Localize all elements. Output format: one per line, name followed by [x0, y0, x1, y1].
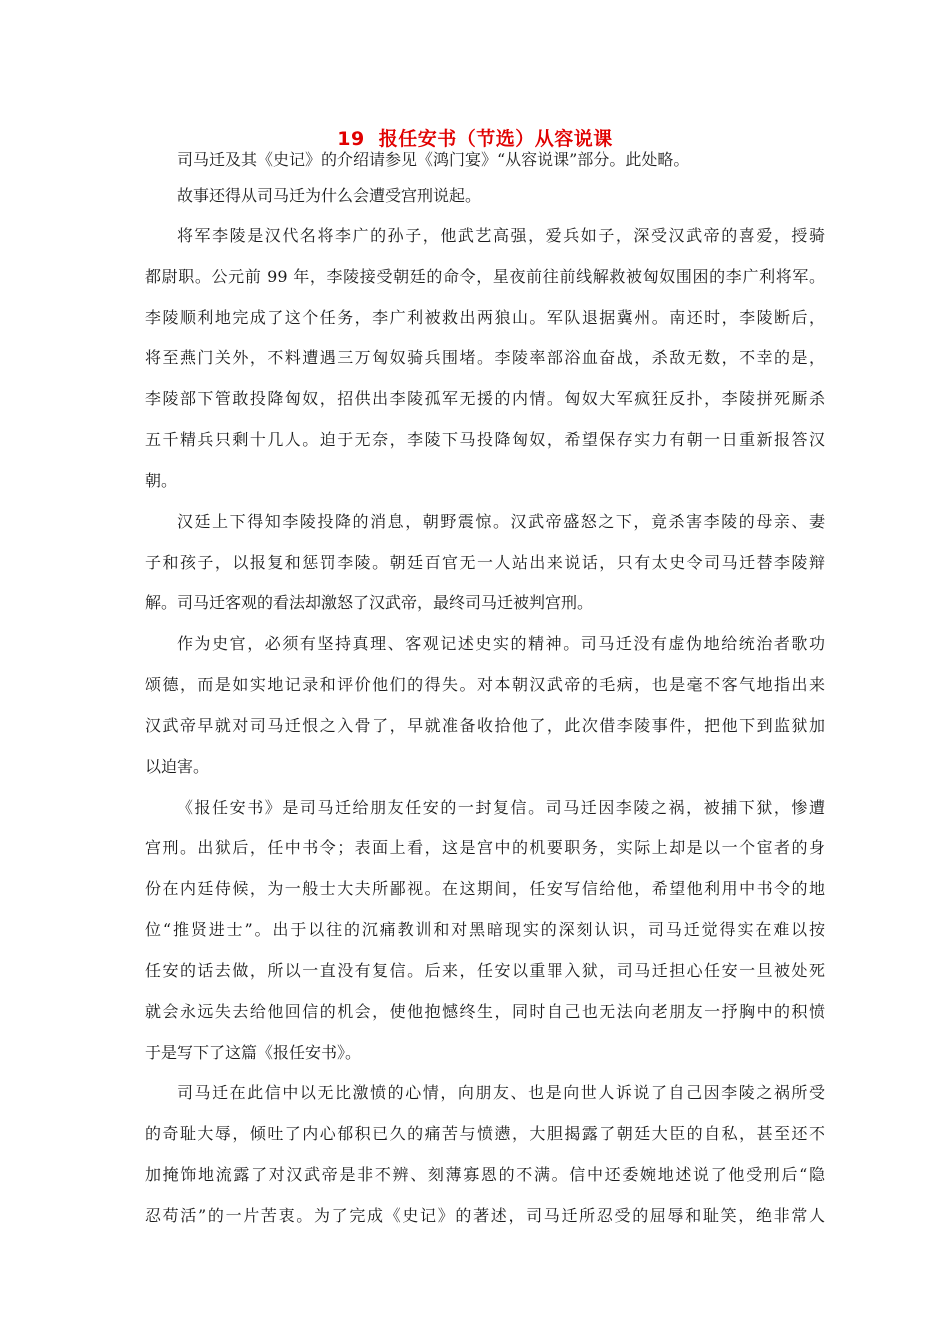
paragraph-line: 五千精兵只剩十几人。迫于无奈，李陵下马投降匈奴，希望保存实力有朝一日重新报答汉: [145, 430, 825, 449]
paragraph-line: 任安的话去做，所以一直没有复信。后来，任安以重罪入狱，司马迁担心任安一旦被处死: [145, 961, 825, 980]
paragraph-line: 故事还得从司马迁为什么会遭受宫刑说起。: [177, 186, 482, 205]
paragraph-line: 司马迁在此信中以无比激愤的心情，向朋友、也是向世人诉说了自己因李陵之祸所受: [177, 1083, 825, 1102]
paragraph-line: 李陵部下管敢投降匈奴，招供出李陵孤军无援的内情。匈奴大军疯狂反扑，李陵拼死厮杀: [145, 389, 825, 408]
paragraph-line: 汉廷上下得知李陵投降的消息，朝野震惊。汉武帝盛怒之下，竟杀害李陵的母亲、妻: [177, 512, 825, 531]
lesson-number: 19: [337, 128, 365, 150]
paragraph-line: 位“推贤进士”。出于以往的沉痛教训和对黑暗现实的深刻认识，司马迁觉得实在难以按: [145, 920, 825, 939]
paragraph-line: 都尉职。公元前 99 年，李陵接受朝廷的命令，星夜前往前线解救被匈奴围困的李广利将军。: [145, 267, 825, 286]
paragraph-line: 将至燕门关外，不料遭遇三万匈奴骑兵围堵。李陵率部浴血奋战，杀敌无数，不幸的是，: [145, 348, 825, 367]
paragraph-line: 将军李陵是汉代名将李广的孙子，他武艺高强，爱兵如子，深受汉武帝的喜爱，授骑: [177, 226, 825, 245]
paragraph-line: 于是写下了这篇《报任安书》。: [145, 1043, 362, 1062]
paragraph-line: 加掩饰地流露了对汉武帝是非不辨、刻薄寡恩的不满。信中还委婉地述说了他受刑后“隐: [145, 1165, 825, 1184]
paragraph-line: 《报任安书》是司马迁给朋友任安的一封复信。司马迁因李陵之祸，被捕下狱，惨遭: [177, 798, 825, 817]
page-title: [0, 124, 950, 151]
paragraph-line: 就会永远失去给他回信的机会，使他抱憾终生，同时自己也无法向老朋友一抒胸中的积愤: [145, 1002, 825, 1021]
paragraph-line: 司马迁及其《史记》的介绍请参见《鸿门宴》“从容说课”部分。此处略。: [177, 150, 690, 169]
paragraph-line: 忍苟活”的一片苦衷。为了完成《史记》的著述，司马迁所忍受的屈辱和耻笑，绝非常人: [145, 1206, 825, 1225]
paragraph-line: 朝。: [145, 471, 178, 490]
paragraph-line: 份在内廷侍候，为一般士大夫所鄙视。在这期间，任安写信给他，希望他利用中书令的地: [145, 879, 825, 898]
paragraph-line: 以迫害。: [145, 757, 210, 776]
paragraph-line: 宫刑。出狱后，任中书令；表面上看，这是宫中的机要职务，实际上却是以一个宦者的身: [145, 838, 825, 857]
paragraph-line: 子和孩子，以报复和惩罚李陵。朝廷百官无一人站出来说话，只有太史令司马迁替李陵辩: [145, 553, 825, 572]
lesson-title: 报任安书（节选）从容说课: [378, 128, 613, 150]
paragraph-line: 颂德，而是如实地记录和评价他们的得失。对本朝汉武帝的毛病，也是毫不客气地指出来: [145, 675, 825, 694]
paragraph-line: 的奇耻大辱，倾吐了内心郁积已久的痛苦与愤懑，大胆揭露了朝廷大臣的自私，甚至还不: [145, 1124, 825, 1143]
paragraph-line: 汉武帝早就对司马迁恨之入骨了，早就准备收拾他了，此次借李陵事件，把他下到监狱加: [145, 716, 825, 735]
paragraph-line: 解。司马迁客观的看法却激怒了汉武帝，最终司马迁被判宫刑。: [145, 593, 594, 612]
paragraph-line: 李陵顺利地完成了这个任务，李广利被救出两狼山。军队退据冀州。南还时，李陵断后，: [145, 308, 825, 327]
paragraph-line: 作为史官，必须有坚持真理、客观记述史实的精神。司马迁没有虚伪地给统治者歌功: [177, 634, 825, 653]
